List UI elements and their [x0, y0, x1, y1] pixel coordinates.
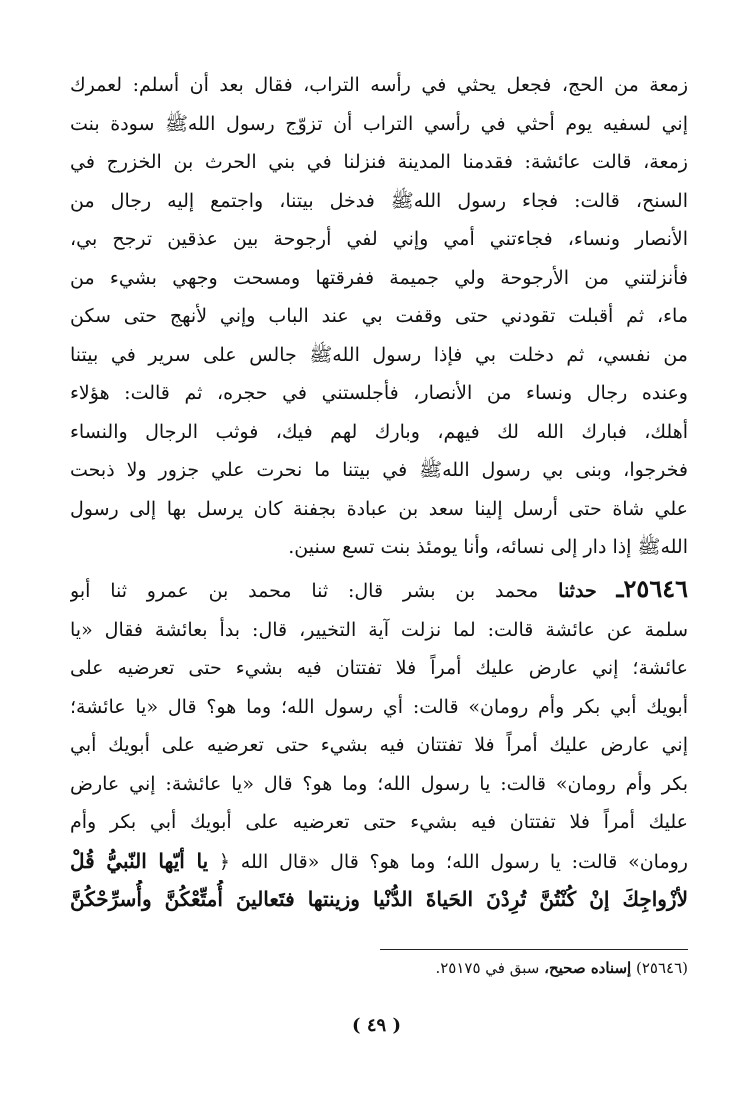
page-number: ( ٤٩ ) [352, 1015, 401, 1036]
main-text [70, 66, 688, 919]
hadith-number: ٢٥٦٤٦ـ [616, 573, 688, 603]
text-line: السنح، قالت: فجاء رسول اللهﷺ فدخل بيتنا، واجتمع إليه رجال من [70, 189, 688, 212]
text-line: فأنزلتني من الأرجوحة ولي جميمة ففرقتها ومسحت وجهي بشيء من [70, 266, 688, 289]
text-line: إني عارض عليك أمراً فلا تفتتان فيه بشيء حتى تعرضيه على أبويك أبي [70, 734, 688, 756]
text-line: الأنصار ونساء، فجاءتني أمي وإني لفي أرجوحة بين عذقين ترجح بي، [70, 228, 688, 250]
footnote-number: (٢٥٦٤٦) [635, 959, 688, 977]
text-line: زمعة من الحج، فجعل يحثي في رأسه التراب، فقال بعد أن أسلم: لعمرك [70, 74, 688, 96]
footnote [70, 953, 688, 983]
text-line: أهلك، فبارك الله لك فيهم، وبارك لهم فيك، فوثب الرجال والنساء [70, 420, 688, 443]
text-line: من نفسي، ثم دخلت بي فإذا رسول اللهﷺ جالس على سرير في بيتنا [70, 343, 688, 366]
footnote-grade: إسناده صحيح، [544, 959, 632, 977]
text-line: علي شاة حتى أرسل إلينا سعد بن عبادة بجفنة كان يرسل بها إلى رسول [70, 497, 688, 520]
text-line: بكر وأم رومان» قالت: يا رسول الله؛ وما هو؟ قال «يا عائشة: إني عارض [70, 772, 688, 795]
text-line: وعنده رجال ونساء من الأنصار، فأجلستني في حجره، ثم قالت: هؤلاء [70, 382, 688, 404]
text-line: ماء، ثم أقبلت تقودني حتى وقفت بي عند الباب وإني لأنهج حتى سكن [70, 305, 688, 327]
text-line: فخرجوا، وبنى بي رسول اللهﷺ في بيتنا ما نحرت علي جزور ولا ذبحت [70, 459, 688, 481]
quran-intro-line [70, 842, 688, 881]
text-line: سلمة عن عائشة قالت: لما نزلت آية التخيير، قال: بدأ بعائشة فقال «يا [70, 618, 688, 641]
quran-intro-text: رومان» قالت: يا رسول الله؛ وما هو؟ قال «قال الله ﴿ [218, 850, 688, 873]
hadith-first-line-text: محمد بن بشر قال: ثنا محمد بن عمرو ثنا أبو [70, 579, 539, 602]
text-line: عليك أمراً فلا تفتتان فيه بشيء حتى تعرضيه على أبويك أبي بكر وأم [70, 811, 688, 833]
text-line: زمعة، قالت عائشة: فقدمنا المدينة فنزلنا في بني الحرث بن الخزرج في [70, 151, 688, 173]
hadith-lead: حدثنا [558, 579, 597, 602]
text-line: إني لسفيه يوم أحثي في رأسي التراب أن تزوّج رسول اللهﷺ سودة بنت [70, 112, 688, 135]
hadith-first-line [70, 567, 688, 611]
text-line: عائشة؛ إني عارض عليك أمراً فلا تفتتان فيه بشيء حتى تعرضيه على [70, 657, 688, 679]
quran-verse-part1: يا أيّها النّبيُّ قُلْ [70, 848, 209, 873]
footnote-reference: سبق في ٢٥١٧٥. [435, 959, 540, 977]
text-line: اللهﷺ إذا دار إلى نسائه، وأنا يومئذ بنت تسع سنين. [288, 536, 688, 558]
footnote-divider [380, 949, 688, 950]
text-line: أبويك أبي بكر وأم رومان» قالت: أي رسول الله؛ وما هو؟ قال «يا عائشة؛ [70, 695, 688, 718]
quran-verse-part2: لأزْواجِكَ إنْ كُنْتُنَّ تُرِدْنَ الحَياةَ الدُّنْيا وزينتها فتَعالينَ أُمتِّعْكُنَّ وأُسرِّحْكُنَّ [70, 887, 688, 911]
